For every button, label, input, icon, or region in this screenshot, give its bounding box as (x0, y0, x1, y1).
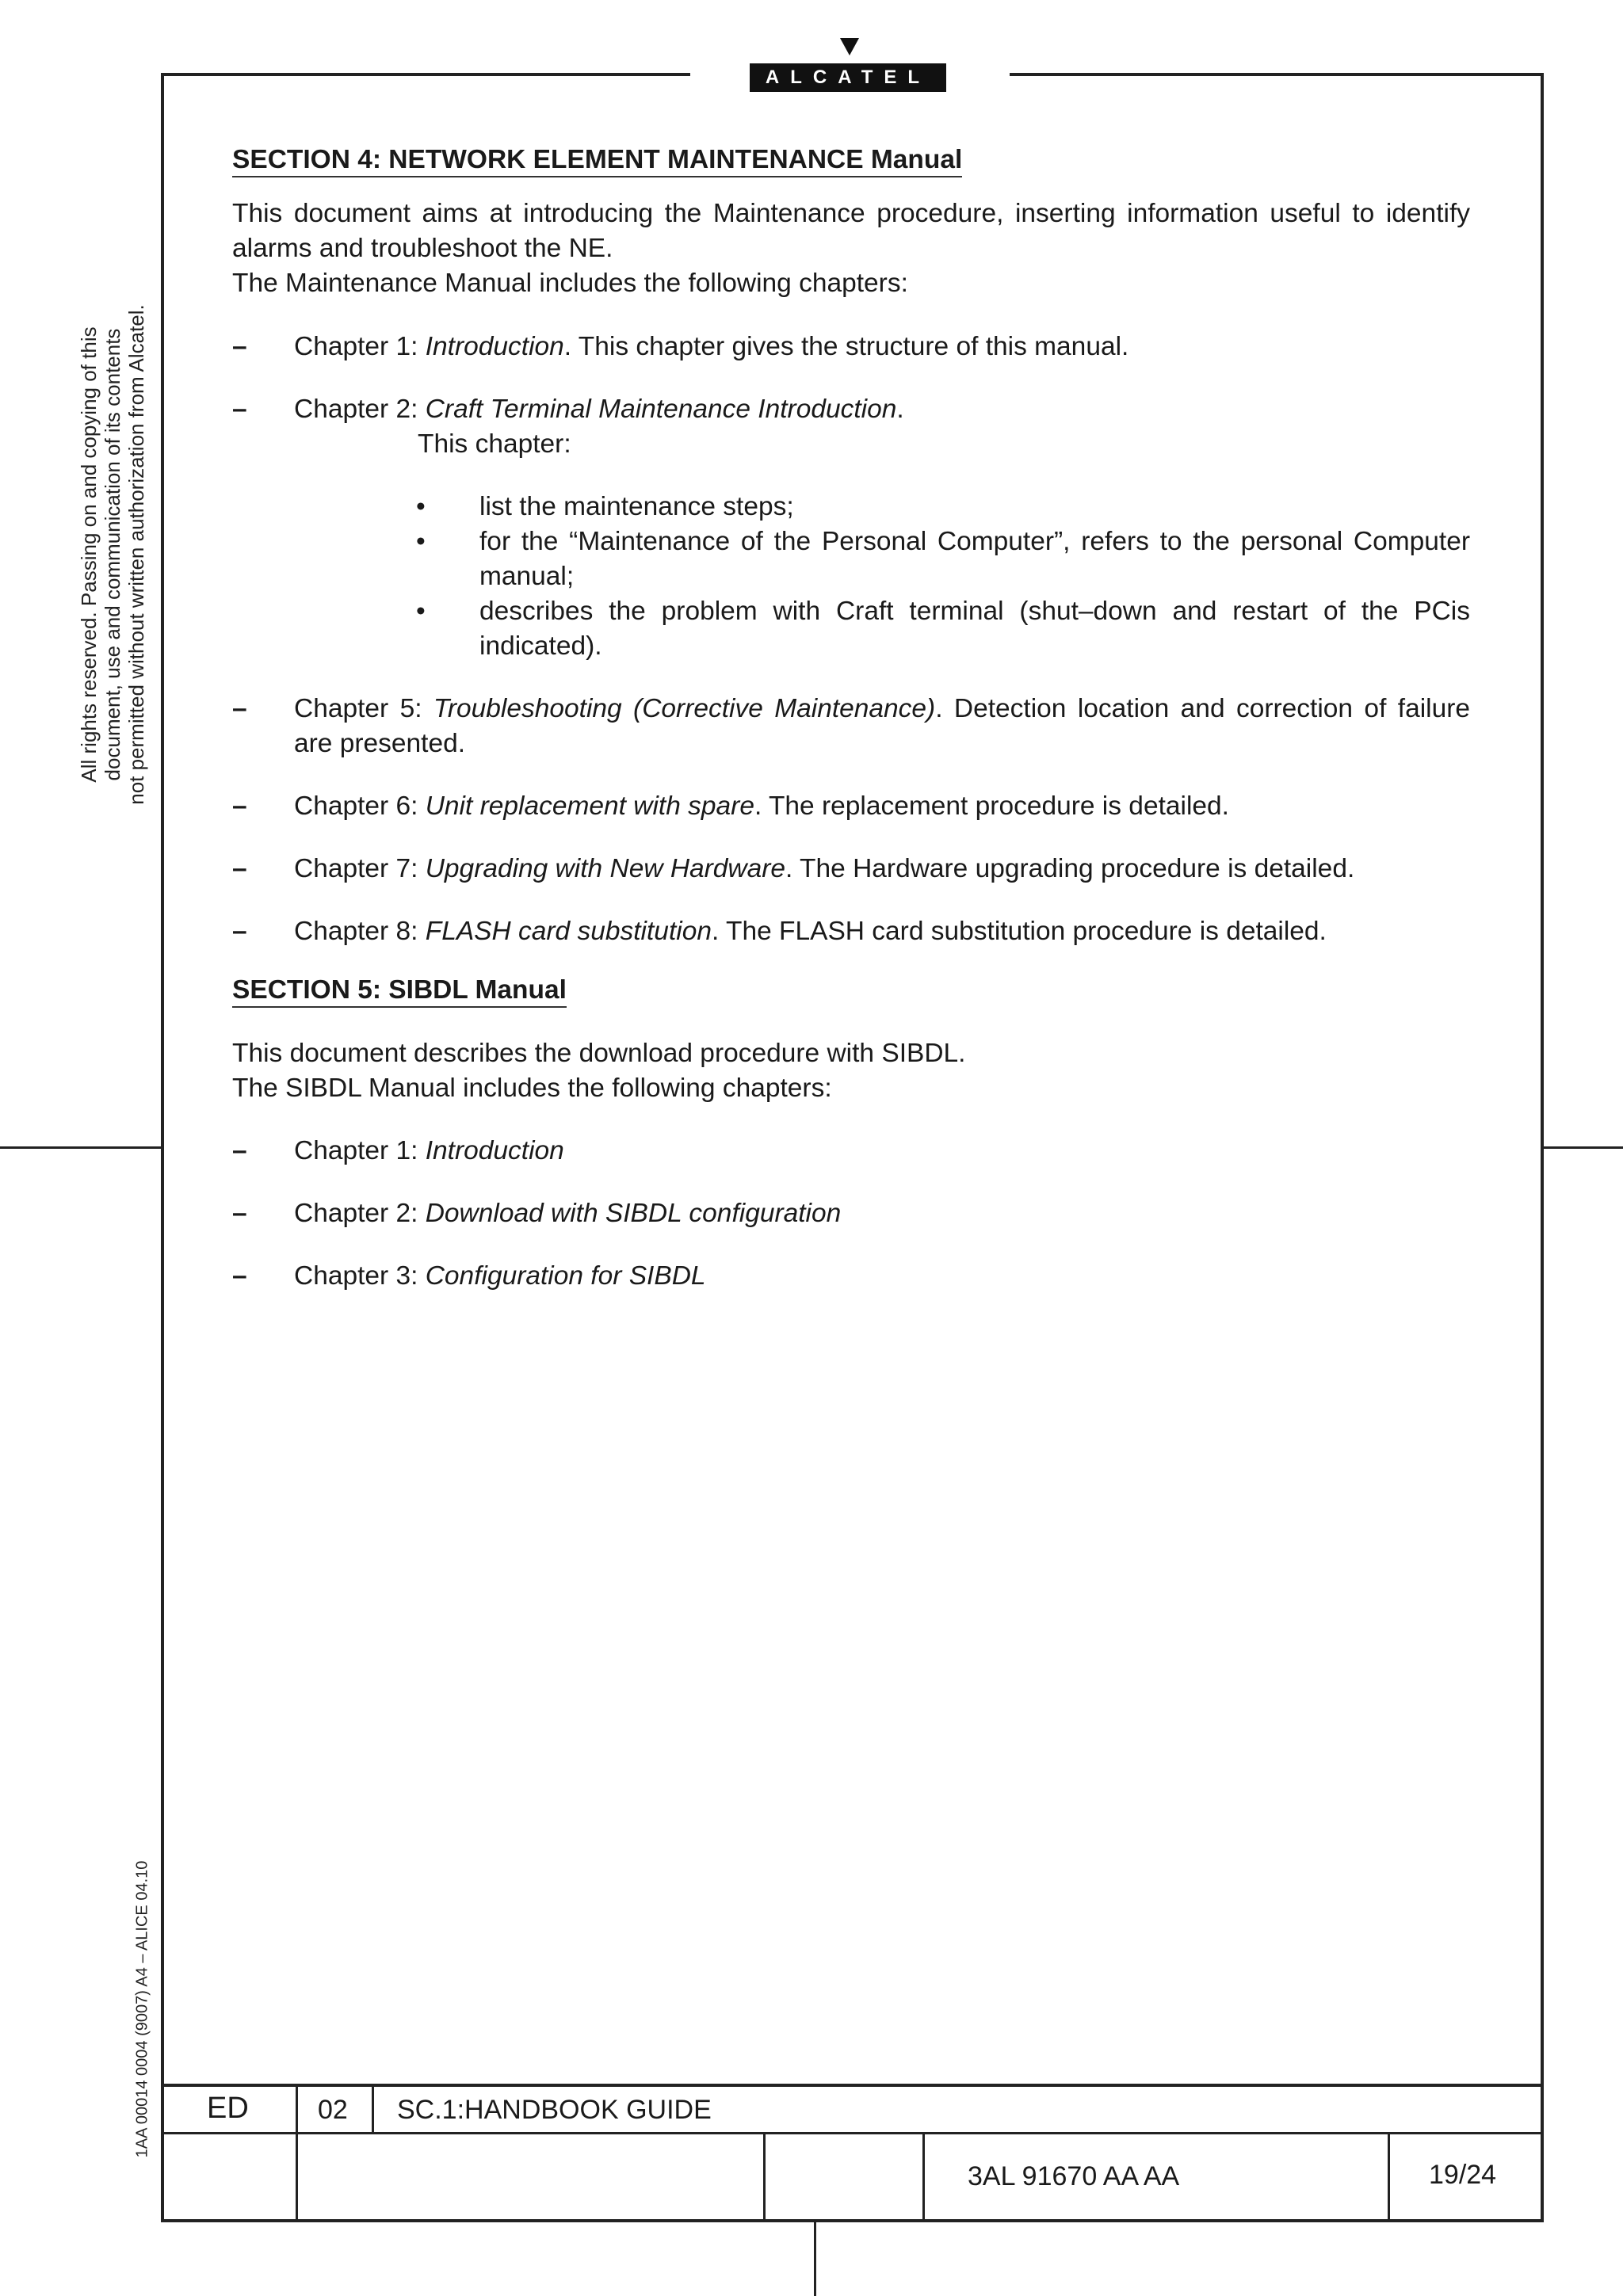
chapter-label: Chapter 1: (294, 332, 426, 361)
bullet-marker: • (416, 492, 426, 521)
chapter-item (232, 789, 1470, 824)
chapter-item (232, 392, 1470, 427)
bullet-text: describes the problem with Craft terminal (shut–down and restart of the PCis indicated). (479, 597, 1470, 661)
chapter-desc: . The Hardware upgrading procedure is detailed. (785, 854, 1355, 883)
page-number: 19/24 (1429, 2160, 1497, 2190)
chapter-desc: . Detection location and correction of failure are presented. (294, 694, 1470, 758)
chapter-title: Introduction (425, 332, 564, 361)
chapter-item (232, 1196, 1470, 1231)
chapter-label: Chapter 1: (294, 1136, 426, 1165)
bullet-text: for the “Maintenance of the Personal Computer”, refers to the personal Computer manual; (479, 527, 1470, 591)
chapter-desc: . The replacement procedure is detailed. (754, 791, 1229, 821)
section4-intro: This document aims at introducing the Maintenance procedure, inserting information useful to identify alarms and troubleshoot the NE. (232, 199, 1470, 263)
title-block-divider (372, 2084, 374, 2134)
chapter-label: Chapter 5: (294, 694, 433, 723)
chapter-label: Chapter 3: (294, 1261, 426, 1291)
section5-intro-chapters: The SIBDL Manual includes the following chapters: (232, 1074, 832, 1103)
dash-marker: – (232, 791, 247, 821)
dash-marker: – (232, 1261, 247, 1291)
title-block-divider (296, 2084, 298, 2222)
page-content (232, 143, 1470, 1294)
chapter-title: Upgrading with New Hardware (425, 854, 786, 883)
chapter-title: Introduction (425, 1136, 564, 1165)
chapter-label: Chapter 6: (294, 791, 426, 821)
chapter-item (232, 1134, 1470, 1169)
bullet-marker: • (416, 597, 426, 626)
chapter-label: Chapter 7: (294, 854, 426, 883)
copyright-line: document, use and communication of its contents (101, 328, 124, 781)
chapter-label: Chapter 2: (294, 395, 426, 424)
chapter-title: Craft Terminal Maintenance Introduction (425, 395, 897, 424)
bullet-item (232, 524, 1470, 594)
chapter-item (232, 692, 1470, 761)
bullet-item (232, 594, 1470, 664)
section5-title: SECTION 5: SIBDL Manual (232, 974, 567, 1008)
dash-marker: – (232, 395, 247, 424)
alcatel-logo (750, 38, 946, 95)
bullet-list (232, 490, 1470, 664)
bullet-item (232, 490, 1470, 524)
section4 (232, 143, 1470, 949)
copyright-line: All rights reserved. Passing on and copying of this (77, 326, 101, 783)
chapter-desc: . (896, 395, 904, 424)
chapter-desc: . The FLASH card substitution procedure is detailed. (711, 917, 1327, 946)
section5-intro: This document describes the download procedure with SIBDL. (232, 1039, 966, 1068)
frame-top-left-line (161, 73, 690, 76)
bullet-marker: • (416, 527, 426, 556)
chapter-label: Chapter 2: (294, 1199, 426, 1228)
title-block-divider (763, 2132, 766, 2222)
title-block (161, 2084, 1544, 2222)
chapter-title: Unit replacement with spare (425, 791, 754, 821)
chapter-title: Troubleshooting (Corrective Maintenance) (433, 694, 936, 723)
fold-mark-right (1544, 1146, 1623, 1149)
copyright-line: not permitted without written authorization from Alcatel. (124, 304, 148, 805)
title-block-middle-line (161, 2132, 1544, 2134)
bullet-text: list the maintenance steps; (479, 492, 794, 521)
document-title: SC.1:HANDBOOK GUIDE (397, 2095, 712, 2125)
logo-arrow-icon (840, 38, 859, 55)
chapter-label: Chapter 8: (294, 917, 426, 946)
title-block-divider (922, 2132, 925, 2222)
chapter-title: Download with SIBDL configuration (425, 1199, 842, 1228)
chapter-item (232, 1259, 1470, 1294)
chapter-item (232, 852, 1470, 887)
dash-marker: – (232, 694, 247, 723)
dash-marker: – (232, 332, 247, 361)
frame-left-line (161, 73, 164, 2222)
document-code: 3AL 91670 AA AA (968, 2161, 1180, 2191)
chapter-title: Configuration for SIBDL (425, 1261, 706, 1291)
edition-label: ED (207, 2092, 249, 2125)
fold-mark-bottom (814, 2222, 816, 2296)
dash-marker: – (232, 917, 247, 946)
edition-value: 02 (318, 2095, 348, 2125)
chapter-title: FLASH card substitution (425, 917, 712, 946)
logo-text: ALCATEL (750, 63, 946, 92)
section4-title: SECTION 4: NETWORK ELEMENT MAINTENANCE Manual (232, 144, 962, 177)
title-block-bottom-line (161, 2219, 1544, 2222)
chapter-item (232, 914, 1470, 949)
chapter-subline: This chapter: (418, 429, 571, 459)
frame-top-right-line (1010, 73, 1544, 76)
dash-marker: – (232, 1199, 247, 1228)
section5 (232, 973, 1470, 1294)
chapter-item (232, 330, 1470, 364)
dash-marker: – (232, 854, 247, 883)
dash-marker: – (232, 1136, 247, 1165)
form-code-text: 1AA 00014 0004 (9007) A4 – ALICE 04.10 (133, 1860, 151, 2158)
title-block-top-line (161, 2084, 1544, 2087)
fold-mark-left (0, 1146, 161, 1149)
chapter-desc: . This chapter gives the structure of this manual. (563, 332, 1129, 361)
section4-intro-chapters: The Maintenance Manual includes the following chapters: (232, 269, 908, 298)
title-block-divider (1388, 2132, 1390, 2222)
